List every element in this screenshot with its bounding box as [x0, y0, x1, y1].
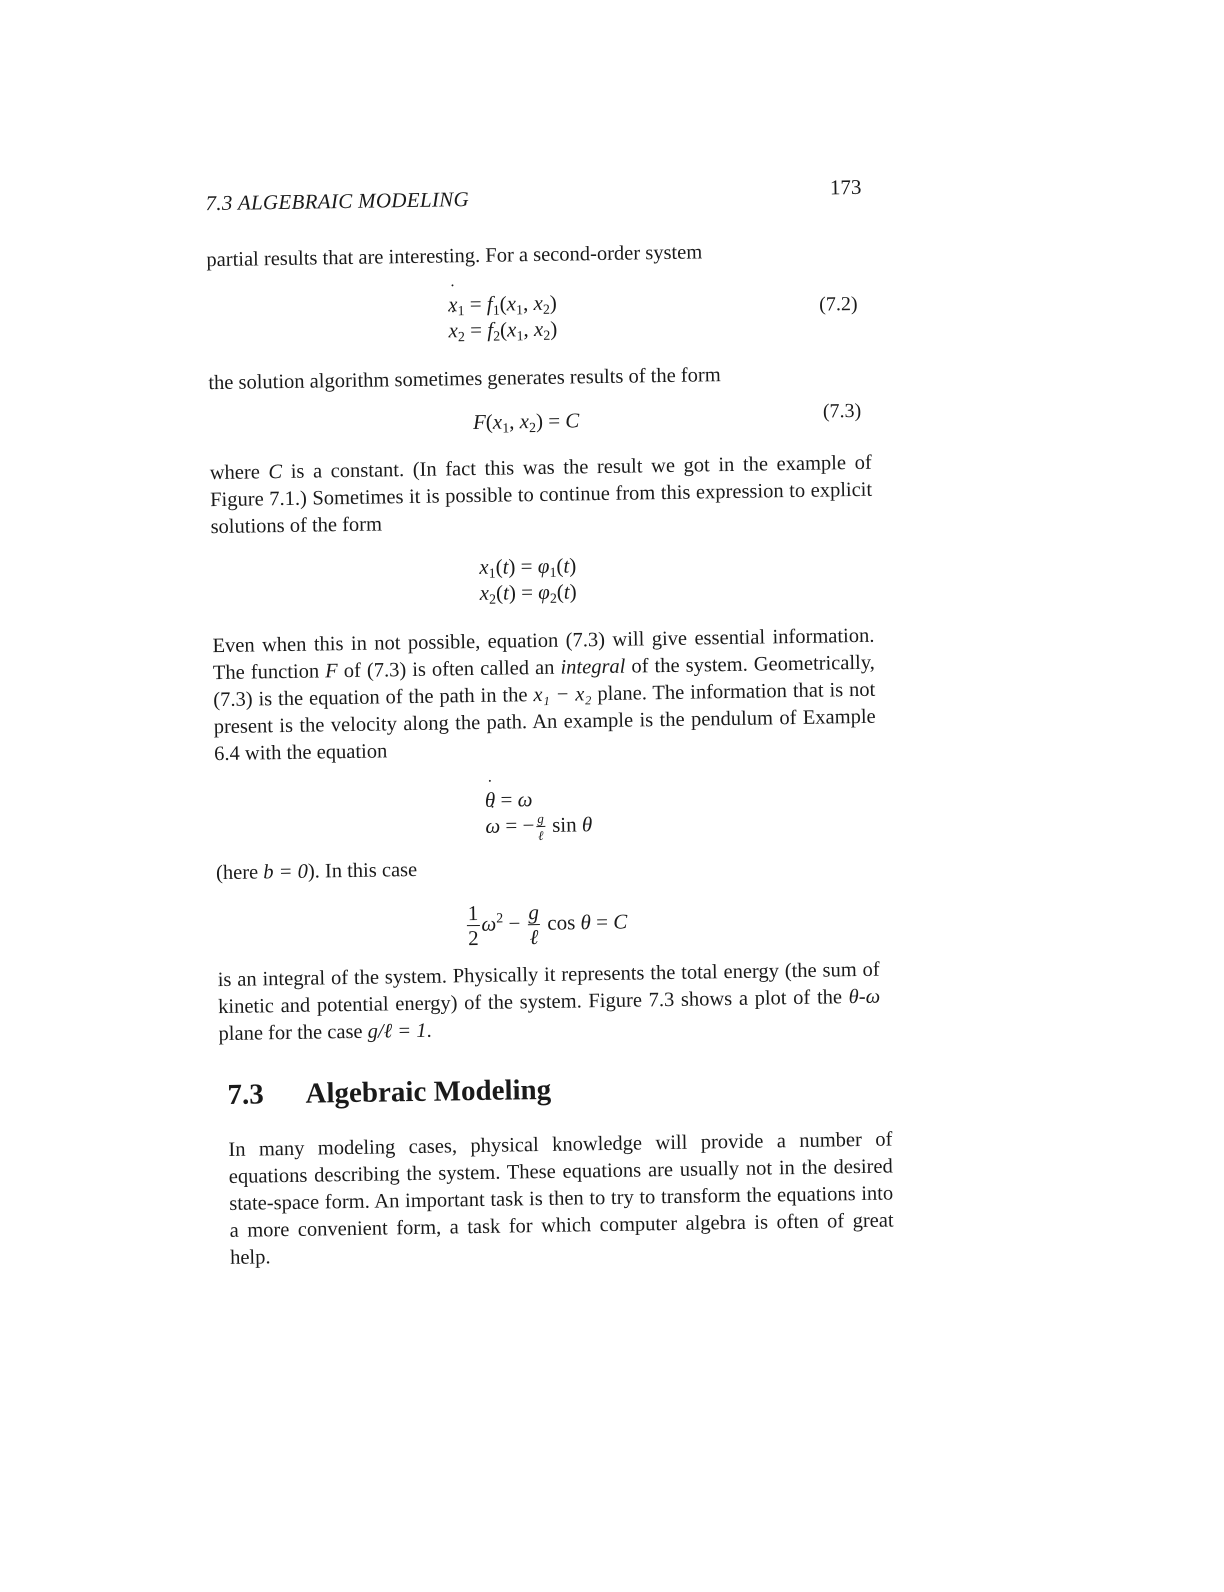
- paragraph-4-text-b: of (7.3) is often called an: [337, 656, 561, 683]
- paragraph-3-text-b: is a constant. (In fact this was the result we got in the example of Figure 7.1.) Sometimes it is possible to continue from this expression to explicit solutions of the form: [210, 451, 873, 539]
- paragraph-7-text: In many modeling cases, physical knowledge will provide a number of equations describing the system. These equations are usually not in the desired state-space form. An important task is then to try to transform the equations into a more convenient form, a task for which computer algebra is often of great help.: [228, 1128, 894, 1269]
- equation-solution-line-2: $x_2(t) = \varphi_2(t)$: [479, 579, 577, 608]
- equation-solution-line-1: $x_1(t) = \varphi_1(t)$: [479, 553, 577, 582]
- paragraph-4-text-d: plane. The information that is not present is the velocity along the path. An example is the pendulum of Example 6.4 with the equation: [213, 678, 876, 766]
- paragraph-2: [208, 360, 870, 397]
- paragraph-6: [218, 957, 881, 1048]
- paragraph-4-var: F: [325, 660, 338, 683]
- paragraph-3-var: C: [268, 461, 283, 484]
- section-title: Algebraic Modeling: [305, 1073, 552, 1110]
- paragraph-4: [212, 623, 876, 768]
- equation-pendulum: [485, 785, 593, 843]
- paragraph-5: [216, 850, 878, 887]
- paragraph-5-math: b = 0: [263, 860, 309, 884]
- equation-7-3-number: (7.3): [822, 399, 862, 423]
- paragraph-5-text-b: ). In this case: [307, 858, 418, 883]
- paragraph-4-text-c: of the system. Geometrically, (7.3) is the equation of the path in the: [213, 651, 876, 712]
- equation-pendulum-line-2: ω ˙ = − $\frac{g}{\text{ℓ}}$ sin θ: [485, 811, 592, 843]
- paragraph-2-text: the solution algorithm sometimes generates results of the form: [208, 364, 721, 395]
- equation-energy-integral: $\frac{1}{2}$ $\omega^2$ − $\frac{g}{\text{ℓ}}$ cos θ = C: [467, 900, 628, 951]
- equation-7-2-line-1: x $˙_1 = f_1(x_1$, $x_2$): [448, 290, 557, 318]
- section-number: 7.3: [227, 1078, 265, 1111]
- page-number: 173: [829, 174, 862, 200]
- paragraph-1-text: partial results that are interesting. For a second-order system: [206, 241, 703, 272]
- running-head: [205, 174, 862, 216]
- running-title: 7.3 ALGEBRAIC MODELING: [205, 187, 470, 216]
- equation-7-2: [448, 290, 557, 344]
- paragraph-5-text-a: (here: [215, 861, 264, 885]
- paragraph-7: [228, 1127, 894, 1272]
- paragraph-6-text-a: is an integral of the system. Physically it represents the total energy (the sum of kinetic and potential energy) of the system. Figure 7.3 shows a plot of the: [217, 958, 880, 1019]
- equation-7-3: $F(x_1$, $x_2) = C$: [472, 408, 580, 437]
- section-heading: [227, 1074, 551, 1112]
- equation-explicit-solutions: [479, 552, 577, 606]
- paragraph-6-math-2: g/ℓ = 1: [367, 1019, 427, 1043]
- paragraph-6-text-b: plane for the case: [218, 1020, 368, 1046]
- paragraph-6-text-c: .: [426, 1019, 432, 1042]
- paragraph-6-math-1: θ-ω: [848, 985, 881, 1009]
- paragraph-4-emphasis: integral: [560, 655, 626, 679]
- paragraph-3-text-a: where: [209, 461, 269, 485]
- equation-7-2-line-2: x $˙_2 = f_2(x_1$, $x_2$): [448, 316, 557, 344]
- paragraph-1: [206, 237, 868, 274]
- equation-pendulum-line-1: θ ˙ = ω: [485, 785, 592, 813]
- paragraph-4-text-a: Even when this in not possible, equation (7.3) will give essential information. The function: [212, 624, 875, 685]
- equation-7-2-number: (7.2): [819, 292, 858, 316]
- paragraph-3: [210, 450, 873, 541]
- paragraph-4-math: x₁ − x₂: [533, 683, 592, 707]
